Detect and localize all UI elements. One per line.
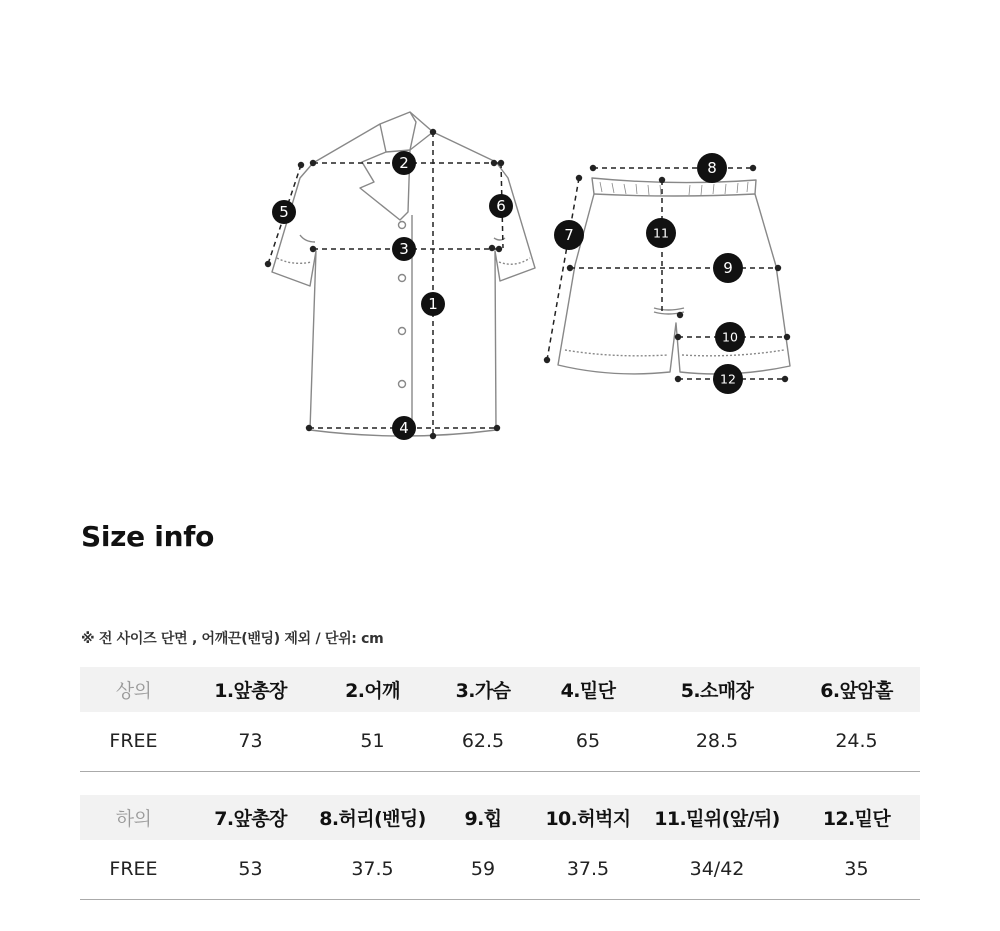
table-cell: 28.5	[695, 730, 739, 753]
table-cell: 37.5	[351, 858, 394, 881]
svg-text:9: 9	[723, 259, 733, 277]
marker-6	[489, 194, 513, 218]
table-cell: 59	[470, 858, 496, 881]
section-title: Size info	[81, 520, 215, 553]
column-header: 2.어깨	[345, 680, 400, 702]
table-cell: 73	[238, 730, 263, 753]
table-cell: 51	[360, 730, 385, 753]
marker-11	[646, 218, 676, 248]
column-header: 1.앞총장	[214, 680, 287, 702]
svg-text:11: 11	[653, 225, 669, 241]
column-header: 6.앞암홀	[820, 680, 893, 702]
category-label: 하의	[115, 808, 152, 830]
table-cell: 37.5	[566, 858, 610, 881]
table-row	[80, 840, 920, 899]
svg-text:7: 7	[564, 226, 574, 244]
column-header: 7.앞총장	[214, 808, 287, 830]
shorts-illustration	[558, 178, 790, 374]
marker-7	[554, 220, 584, 250]
size-label: FREE	[109, 858, 158, 881]
table-header-row	[80, 667, 920, 712]
column-header: 11.밑위(앞/뒤)	[654, 808, 780, 830]
bottom-size-table	[80, 795, 920, 900]
column-header: 10.허벅지	[545, 808, 631, 830]
table-cell: 65	[575, 730, 601, 753]
marker-10	[715, 322, 745, 352]
table-row	[80, 712, 920, 771]
svg-text:1: 1	[428, 295, 438, 313]
column-header: 12.밑단	[822, 808, 891, 830]
marker-5	[272, 200, 296, 224]
svg-text:10: 10	[722, 329, 738, 345]
column-header: 5.소매장	[680, 680, 754, 702]
table-header-row	[80, 795, 920, 840]
svg-text:4: 4	[399, 419, 409, 437]
svg-text:2: 2	[399, 154, 409, 172]
marker-4	[392, 416, 416, 440]
marker-9	[713, 253, 743, 283]
svg-text:6: 6	[496, 197, 506, 215]
marker-8	[697, 153, 727, 183]
table-cell: 34/42	[689, 858, 745, 881]
marker-2	[392, 151, 416, 175]
table-cell: 24.5	[835, 730, 878, 753]
column-header: 4.밑단	[560, 680, 616, 702]
table-cell: 53	[238, 858, 263, 881]
svg-text:8: 8	[707, 159, 717, 177]
top-size-table	[80, 667, 920, 772]
column-header: 9.힙	[464, 808, 502, 830]
marker-3	[392, 237, 416, 261]
table-cell: 35	[844, 858, 869, 881]
column-header: 8.허리(밴딩)	[319, 808, 426, 830]
column-header: 3.가슴	[455, 680, 511, 702]
svg-text:5: 5	[279, 203, 289, 221]
size-note: ※ 전 사이즈 단면 , 어깨끈(밴딩) 제외 / 단위: cm	[81, 631, 384, 647]
size-label: FREE	[109, 730, 158, 753]
category-label: 상의	[115, 680, 152, 702]
svg-text:12: 12	[720, 371, 736, 387]
table-cell: 62.5	[461, 730, 505, 753]
svg-text:3: 3	[399, 240, 409, 258]
marker-12	[713, 364, 743, 394]
marker-1	[421, 292, 445, 316]
